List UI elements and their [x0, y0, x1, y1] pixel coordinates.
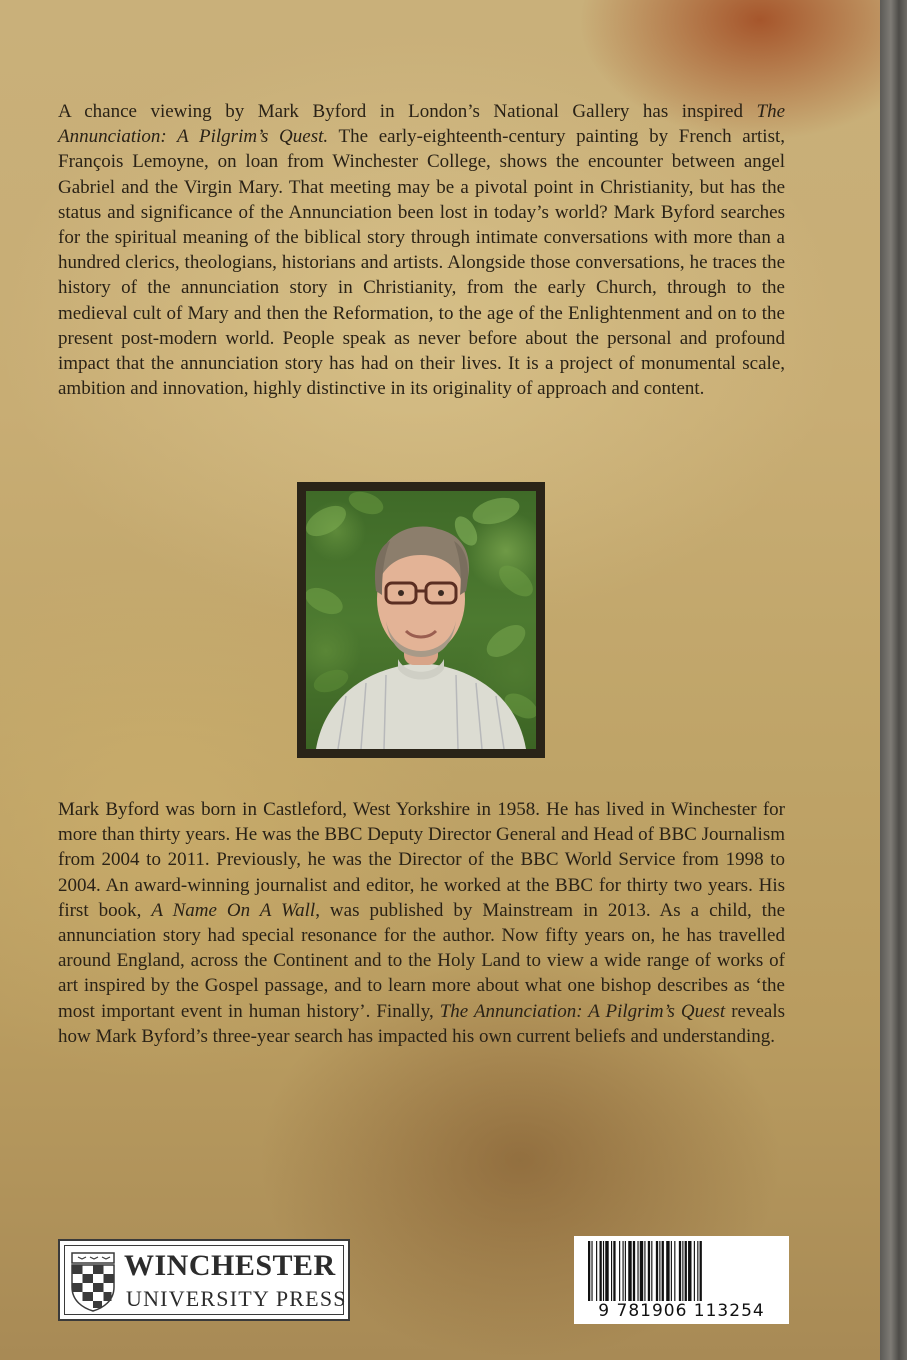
author-photo-frame	[297, 482, 545, 758]
barcode-bar	[600, 1241, 602, 1301]
blurb-text-2: The early-eighteenth-century painting by French artist, François Lemoyne, on loan from Winchester College, shows the encounter between angel Gabriel and the Virgin Mary. That meeting may be a pivotal point in Christianity, but has the status and significance of the Annunciation been lost in today’s world? Mark Byford searches for the spiritual meaning of the biblical story through intimate conversations with more than a hundred clerics, theologians, historians and artists. Alongside those conversations, he traces the history of the annunciation story in Christianity, from the early Church, through to the medieval cult of Mary and then the Reformation, to the age of the Enlightenment and on to the present post-modern world. People speak as never before about the personal and profound impact that the annunciation story has had on their lives. It is a project of monumental scale, ambition and innovation, highly distinctive in its originality of approach and content.	[58, 126, 786, 400]
barcode-bar	[611, 1241, 612, 1301]
barcode-bar	[651, 1241, 652, 1301]
bio-text-1: Mark Byford was born in Castleford, West Yorkshire in 1958. He has lived in Winchester for more than thirty years. He was the BBC Deputy Director General and Head of BBC Journalism from 2004 to 2011. Previously, he was the Director of the BBC World Service from 1998 to 2004. An award-winning journalist and editor, he worked at the BBC for thirty two years. His first book,	[58, 799, 785, 921]
barcode-bar	[591, 1241, 592, 1301]
barcode-bar	[700, 1241, 702, 1301]
barcode-bar	[628, 1241, 631, 1301]
barcode-bar	[603, 1241, 604, 1301]
bio-first-book-title: A Name On A Wall	[151, 899, 316, 921]
blurb-book-title: The Annunciation: A Pilgrim’s Quest.	[58, 101, 785, 148]
publisher-logo	[58, 1239, 350, 1321]
barcode-bar	[659, 1241, 660, 1301]
author-bio	[58, 797, 785, 1049]
barcode-bar	[596, 1241, 597, 1301]
isbn-number: 9 781906 113254	[598, 1301, 765, 1321]
barcode-bar	[671, 1241, 672, 1301]
barcode-bar	[588, 1241, 590, 1301]
barcode-bar	[694, 1241, 695, 1301]
isbn-barcode	[574, 1236, 789, 1324]
barcode-bar	[619, 1241, 620, 1301]
barcode-bar	[623, 1241, 624, 1301]
barcode-bar	[633, 1241, 635, 1301]
barcode-bar	[697, 1241, 698, 1301]
barcode-bar	[682, 1241, 683, 1301]
barcode-bar	[656, 1241, 658, 1301]
barcode-bar	[666, 1241, 669, 1301]
barcode-bar	[662, 1241, 664, 1301]
shield-icon	[68, 1251, 118, 1313]
barcode-bar	[613, 1241, 615, 1301]
barcode-bar	[605, 1241, 608, 1301]
bio-text-3: reveals how Mark Byford’s three-year search has impacted his own current beliefs and understanding.	[58, 1000, 785, 1047]
barcode-bar	[640, 1241, 643, 1301]
bio-text-2: , was published by Mainstream in 2013. As a child, the annunciation story had special resonance for the author. Now fifty years on, he has travelled around England, across the Continent and to the Holy Land to view a wide range of works of art inspired by the Gospel passage, and to learn more about what one bishop describes as ‘the most important event in human history’. Finally,	[58, 899, 786, 1022]
author-portrait-illustration	[306, 491, 536, 749]
book-blurb	[58, 99, 785, 401]
bio-book-title: The Annunciation: A Pilgrim’s Quest	[439, 1000, 726, 1022]
barcode-bar	[637, 1241, 638, 1301]
barcode-bar	[688, 1241, 691, 1301]
publisher-name-line2: UNIVERSITY PRESS	[126, 1286, 347, 1311]
spine-edge	[880, 0, 907, 1360]
barcode-bar	[644, 1241, 645, 1301]
barcode-bar	[685, 1241, 687, 1301]
barcode-bar	[679, 1241, 681, 1301]
barcode-bar	[648, 1241, 650, 1301]
blurb-text-1: A chance viewing by Mark Byford in London’s National Gallery has inspired	[58, 101, 757, 122]
publisher-name-line1: WINCHESTER	[124, 1249, 336, 1282]
author-photo	[306, 491, 536, 749]
barcode-bar	[625, 1241, 626, 1301]
barcode-bar	[674, 1241, 675, 1301]
